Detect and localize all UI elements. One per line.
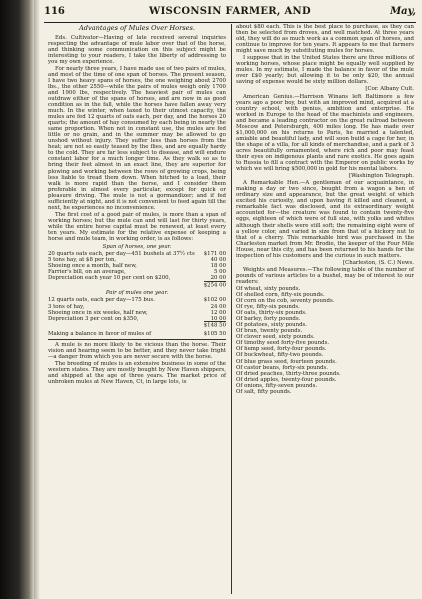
expense-amount: $171 00	[203, 251, 226, 258]
list-item: Of hemp seed, forty-four pounds.	[236, 346, 327, 353]
list-item: Of dried apples, twenty-four pounds.	[236, 376, 337, 383]
expense-row	[48, 275, 226, 281]
list-item: Of onions, fifty-seven pounds.	[236, 382, 318, 389]
issue-month: May,	[390, 6, 416, 17]
paragraph: The first cost of a good pair of mules, is more than a span of working horses; but the mule can and will last for thirty years, while the entire horse capital must be renewed, at least every ten years. My estimate for the relative expense of keeping a horse and mule team, in working order, is as follows:	[48, 211, 226, 243]
publication-title: WISCONSIN FARMER, AND	[149, 6, 311, 17]
article-remarkable-hen: A Remarkable Hen.—A gentleman of our acquaintance, in making a day or two since, bought from a wagon a hen of ordinary size and appearance, but the great weight of which excited his curiosity, and upon having it killed and cleaned, a remarkable fact was disclosed, and its extraordinary weight accounted for—the creature was found to contain twenty-five eggs, eighteen of which were of full size, with yolks and whites although their shells were still soft; the remaining eight were of a yellow color, and varied in size from that of a hickory nut to that of a cherry. This remarkable bird was purchased in the Charleston market from Mr. Brodie, the keeper of the Four Mile House, near this city, and has been returned to his hands for the inspection of his customers and the curious in such matters.	[236, 180, 414, 259]
expense-label: 3 tons of hay,	[48, 303, 85, 310]
list-item: Of buckwheat, fifty-two pounds.	[236, 352, 324, 359]
expense-amount: 10 00	[210, 315, 226, 322]
list-item: Of salt, fifty pounds.	[236, 388, 292, 395]
expense-label: Farrier's bill, on an average,	[48, 269, 126, 276]
right-column	[236, 24, 414, 395]
horses-total	[48, 282, 226, 288]
expense-amount: 20 00	[210, 275, 226, 282]
horses-total-amount: $254 00	[203, 282, 226, 289]
weights-list	[236, 286, 414, 395]
mules-table-title: Pair of mules one year.	[105, 290, 169, 297]
binding-edge-shadow	[34, 0, 40, 599]
expense-amount: 12 00	[210, 309, 226, 316]
article-heading-mules: Advantages of Mules Over Horses.	[79, 24, 195, 32]
section-rule	[48, 339, 226, 340]
citation: [Charleston, (S. C.) News.	[343, 259, 414, 266]
expense-row	[48, 316, 226, 322]
list-item: Of potatoes, sixty pounds.	[236, 322, 308, 329]
mules-total-amount: $148 50	[203, 322, 226, 329]
paragraph: For nearly three years, I have made use of two pairs of mules, and most of the time of one span of horses. The present season, I have two heavy spans of horses, the one weighing about 2700 lbs., the other 2550—while the pairs of mules weigh only 1700 and 1900 lbs, respectively. The heaviest pair of mules can outdraw either of the spans of horses, and are now in as good condition as in the fall, while the horses have fallen away very much. In the winter, when taxed to their utmost capacity, the mules are fed 12 quarts of oats each, per day, and the horses 20 quarts; the amount of hay consumed by each being in nearly the same proportion. When not in constant use, the mules are fed little or no grain, and in the summer may be allowed to go unshod without injury. They suffer less than horses from the heat; are not so easily teased by the flies, and are equally hardy to the cold. They are far less subject to disease, and will endure constant labor for a much longer time. As they walk so as to bring their feet almost in an exact line, they are superior for plowing and working between the rows of growing crops, being less liable to tread them down. When hitched to a load, their walk is more rapid than the horse, and I consider them preferable in almost every particular, except for quick or pleasure driving. The mule is not a gormandizer; and if fed sufficiently at night, and it is not convenient to feed again till the next, he experiences no inconvenience.	[48, 65, 226, 211]
expense-amount: 5 00	[213, 269, 226, 276]
page-number: 116	[44, 6, 65, 17]
expense-label: 12 quarts oats, each per day—175 bus.	[48, 297, 155, 304]
list-item: Of clover seed, sixty pounds.	[236, 334, 315, 341]
paragraph: A mule is no more likely to be vicious than the horse. Their vision and hearing seem to be better, and they never take fright—a danger from which you are never secure with the horse.	[48, 341, 226, 360]
paragraph: about $80 each. This is the best place to purchase, as they can then be selected from droves, and well matched. At three years old, they will do as much work as a common span of horses, and continue to improve for ten years. It appears to me that farmers might save much by substituting mules for horses.	[236, 24, 414, 55]
expense-label: Depreciation 3 per cent on $350,	[48, 315, 139, 322]
list-item: Of castor beans, forty-six pounds.	[236, 364, 329, 371]
expense-amount: 40 00	[210, 257, 226, 264]
article-weights-measures: Weights and Measures.—The following table of the number of pounds of various articles to a bushel, may be of interest to our readers:	[236, 266, 414, 285]
expense-amount: $102 00	[203, 297, 226, 304]
expense-label: Shoeing once a month, half new,	[48, 263, 137, 270]
paragraph: The breeding of mules is an extensive business in some of the western states. They are mostly bought by New Haven shippers, and shipped at the age of three years. The market price of unbroken mules at New Haven, Ct, in large lots, is	[48, 360, 226, 386]
paragraph: Eds. Cultivator—Having of late received several inquiries respecting the advantage of mule labor over that of the horse, and thinking some communication on this subject might be interesting to your readers, I take the liberty of addressing to you my own experience.	[48, 34, 226, 65]
page-header	[44, 6, 416, 23]
expense-amount: 24 00	[210, 303, 226, 310]
list-item: Of barley, forty pounds.	[236, 316, 301, 323]
citation: [Washington Telegraph.	[348, 173, 414, 180]
list-item: Of shelled corn, fifty-six pounds.	[236, 292, 325, 299]
list-item: Of corn on the cob, seventy pounds.	[236, 298, 335, 305]
article-american-genius: American Genius.—Harrison Winans left Baltimore a few years ago a poor boy, but with an improved mind, acquired at a country school, with genius, ambition and enterprise. He worked in Europe to the head of the machinists and engineers, and became a leading contractor on the great railroad between Moscow and Petersburgh, 400 miles long. He has made over $1,000,000 on his returns to Paris, he married a talented, amiable and beautiful lady, and will soon build a cage for her, in the shape of a villa, for all kinds of merchandise, and a park of 3 acres beautifully ornamented, where rich and poor may feast their eyes on indigenous plants and rare exotics. He goes again to Russia to fill a contract with the Emperor on public works by which we will bring $500,000 in gold for his mental labors.	[236, 93, 414, 173]
expense-label: Shoeing once in six weeks, half new,	[48, 309, 148, 316]
balance-row	[48, 331, 226, 337]
balance-amount: $105 50	[203, 330, 226, 337]
list-item: Of blue grass seed, fourteen pounds.	[236, 358, 337, 365]
list-item: Of dried peaches, thirty-three pounds.	[236, 370, 341, 377]
list-item: Of wheat, sixty pounds.	[236, 285, 301, 292]
horses-table-title: Span of horses, one year.	[102, 244, 172, 251]
expense-label: 20 quarts oats each, per day—451 bushels at 37½ cts	[48, 251, 195, 258]
balance-label: Making a balance in favor of mules of	[48, 330, 152, 337]
citation: [Cor. Albany Cult.	[365, 86, 414, 93]
paragraph: I suppose that in the United States there are three millions of working horses, whose place might be equally well supplied by mules. In my estimate, I made the balance in favor of the mule over £$0 yearly; but allowing it to be only $20, the annual saving of expense would be sixty million dollars.	[236, 55, 414, 86]
book-binding-shadow	[0, 0, 34, 599]
left-column	[48, 24, 226, 386]
column-divider	[231, 24, 232, 594]
list-item: Of oats, thirty-six pounds.	[236, 310, 307, 317]
list-item: Of bran, twenty pounds.	[236, 328, 303, 335]
list-item: Of timothy seed forty-five pounds.	[236, 340, 330, 347]
expense-label: 5 tons hay, at $8 per ton,	[48, 257, 117, 264]
list-item: Of rye, fifty-six pounds.	[236, 304, 300, 311]
mules-total	[48, 323, 226, 329]
expense-label: Depreciation each year 10 per cent on $200,	[48, 275, 171, 282]
expense-amount: 18 00	[210, 263, 226, 270]
